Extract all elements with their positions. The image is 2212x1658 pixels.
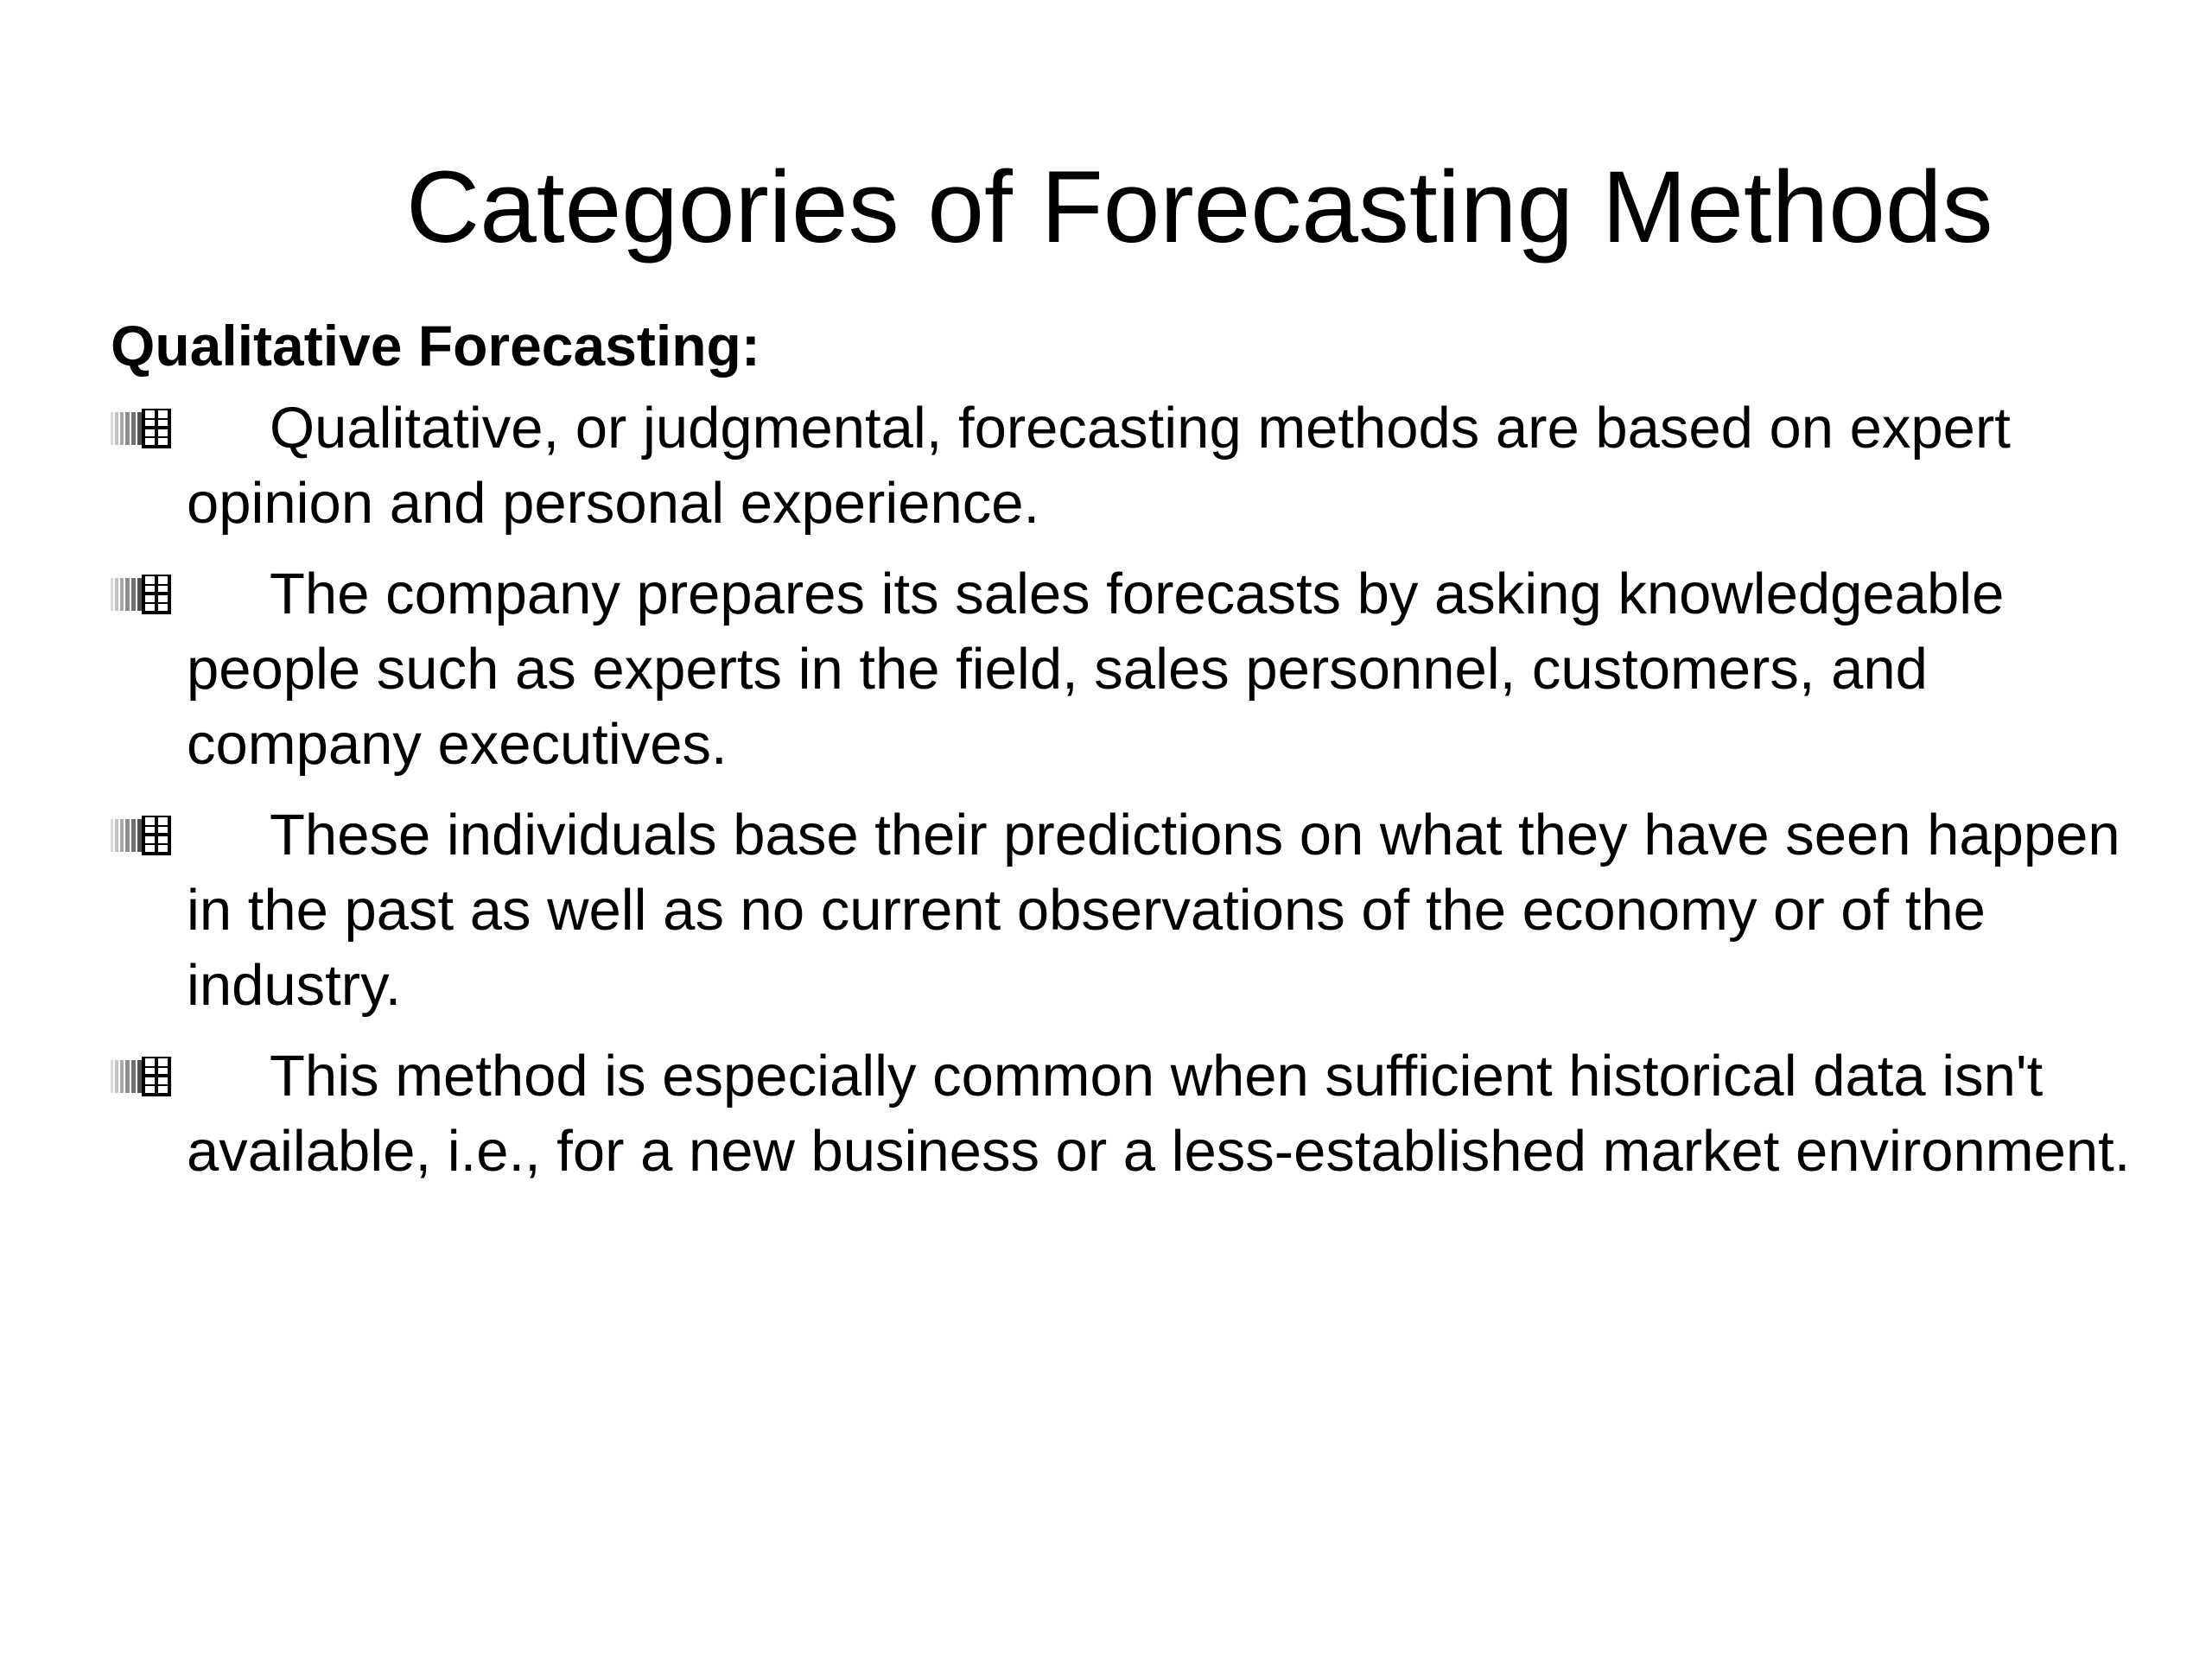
slide-title: Categories of Forecasting Methods (406, 150, 1993, 264)
bullet-item (111, 1039, 2133, 1189)
window-grid-icon (111, 409, 171, 448)
bullet-item (111, 391, 2133, 541)
window-grid-icon (111, 575, 171, 614)
bullet-list (111, 391, 2133, 1204)
bullet-text: This method is especially common when sufficient historical data isn't available, i.e., for a new business or a less-established market environment. (187, 1044, 2131, 1184)
bullet-text: The company prepares its sales forecasts by asking knowledgeable people such as experts in the field, sales personnel, customers, and company executives. (187, 562, 2005, 777)
bullet-item (111, 797, 2133, 1023)
window-grid-icon (111, 1057, 171, 1096)
bullet-text: Qualitative, or judgmental, forecasting methods are based on expert opinion and personal experience. (187, 396, 2011, 536)
bullet-item (111, 556, 2133, 782)
section-heading: Qualitative Forecasting: (111, 314, 760, 378)
window-grid-icon (111, 816, 171, 855)
bullet-text: These individuals base their predictions on what they have seen happen in the past as well as no current observations of the economy or of the industry. (187, 803, 2120, 1018)
